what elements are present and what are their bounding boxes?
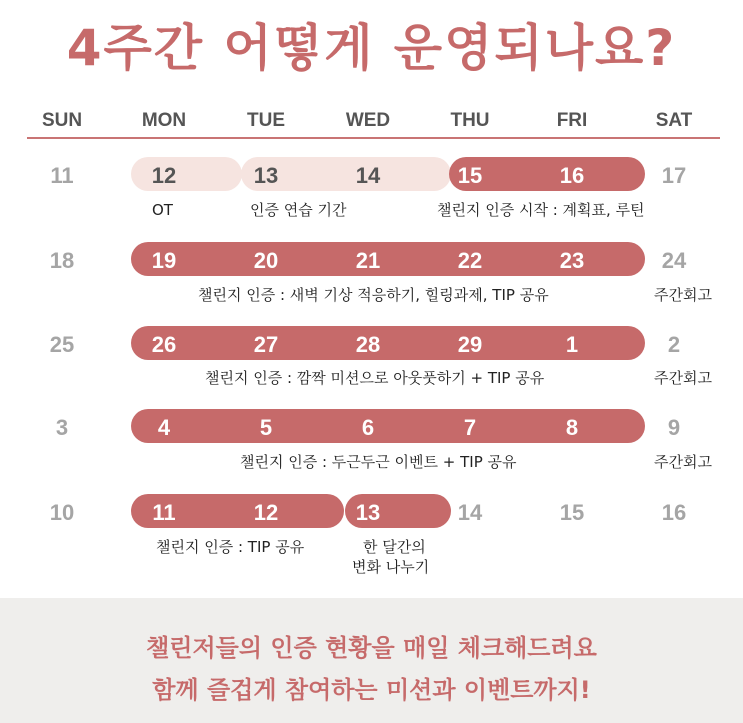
- weekday-mon: MON: [141, 110, 187, 131]
- date-cell: 8: [565, 415, 579, 440]
- footer-line-2: 함께 즐겁게 참여하는 미션과 이벤트까지!: [152, 676, 591, 704]
- date-cell: 13: [355, 500, 381, 525]
- week1-note-ot: OT: [152, 201, 173, 219]
- date-cell: 21: [355, 248, 381, 273]
- date-cell: 27: [253, 332, 279, 357]
- date-cell: 15: [559, 500, 585, 525]
- date-cell: 10: [49, 500, 75, 525]
- date-cell: 14: [355, 163, 381, 188]
- week5-review-line2: 변화 나누기: [352, 558, 430, 576]
- weekday-thu: THU: [450, 110, 490, 131]
- date-cell: 6: [361, 415, 375, 440]
- date-cell: 24: [661, 248, 687, 273]
- week5-note: 챌린지 인증 : TIP 공유: [156, 538, 305, 556]
- date-cell: 13: [253, 163, 279, 188]
- date-cell: 16: [559, 163, 585, 188]
- week5-review-line1: 한 달간의: [363, 538, 426, 556]
- date-cell: 17: [661, 163, 687, 188]
- date-cell: 11: [152, 500, 176, 525]
- weekday-tue: TUE: [247, 110, 285, 131]
- date-cell: 12: [151, 163, 177, 188]
- week1-note-practice: 인증 연습 기간: [250, 201, 347, 219]
- date-cell: 26: [151, 332, 177, 357]
- footer-line-1: 챌린저들의 인증 현황을 매일 체크해드려요: [146, 634, 597, 662]
- date-cell: 18: [49, 248, 75, 273]
- date-cell: 9: [667, 415, 681, 440]
- week1-note-start: 챌린지 인증 시작 : 계획표, 루틴: [437, 201, 645, 219]
- date-cell: 15: [457, 163, 483, 188]
- date-cell: 29: [457, 332, 483, 357]
- weekday-fri: FRI: [556, 110, 588, 131]
- weekly-review-label: 주간회고: [654, 369, 712, 387]
- date-cell: 28: [355, 332, 381, 357]
- date-cell: 23: [559, 248, 585, 273]
- weekly-review-label: 주간회고: [654, 453, 712, 471]
- page-title: 4주간 어떻게 운영되나요?: [66, 19, 677, 77]
- week4-note: 챌린지 인증 : 두근두근 이벤트 + TIP 공유: [240, 453, 517, 471]
- date-cell: 1: [565, 332, 579, 357]
- header-divider: [27, 137, 720, 139]
- date-cell: 5: [259, 415, 273, 440]
- weekly-review-label: 주간회고: [654, 286, 712, 304]
- date-cell: 11: [50, 163, 74, 188]
- week2-note: 챌린지 인증 : 새벽 기상 적응하기, 힐링과제, TIP 공유: [198, 286, 549, 304]
- date-cell: 19: [151, 248, 177, 273]
- footer-banner: [0, 598, 743, 723]
- date-cell: 22: [457, 248, 483, 273]
- weekday-sun: SUN: [41, 110, 83, 131]
- date-cell: 20: [253, 248, 279, 273]
- date-cell: 7: [463, 415, 477, 440]
- date-cell: 3: [55, 415, 69, 440]
- date-cell: 4: [157, 415, 171, 440]
- weekday-wed: WED: [345, 110, 391, 131]
- week3-note: 챌린지 인증 : 깜짝 미션으로 아웃풋하기 + TIP 공유: [205, 369, 545, 387]
- date-cell: 12: [253, 500, 279, 525]
- date-cell: 14: [457, 500, 483, 525]
- weekday-sat: SAT: [655, 110, 693, 131]
- date-cell: 25: [49, 332, 75, 357]
- date-cell: 2: [667, 332, 681, 357]
- date-cell: 16: [661, 500, 687, 525]
